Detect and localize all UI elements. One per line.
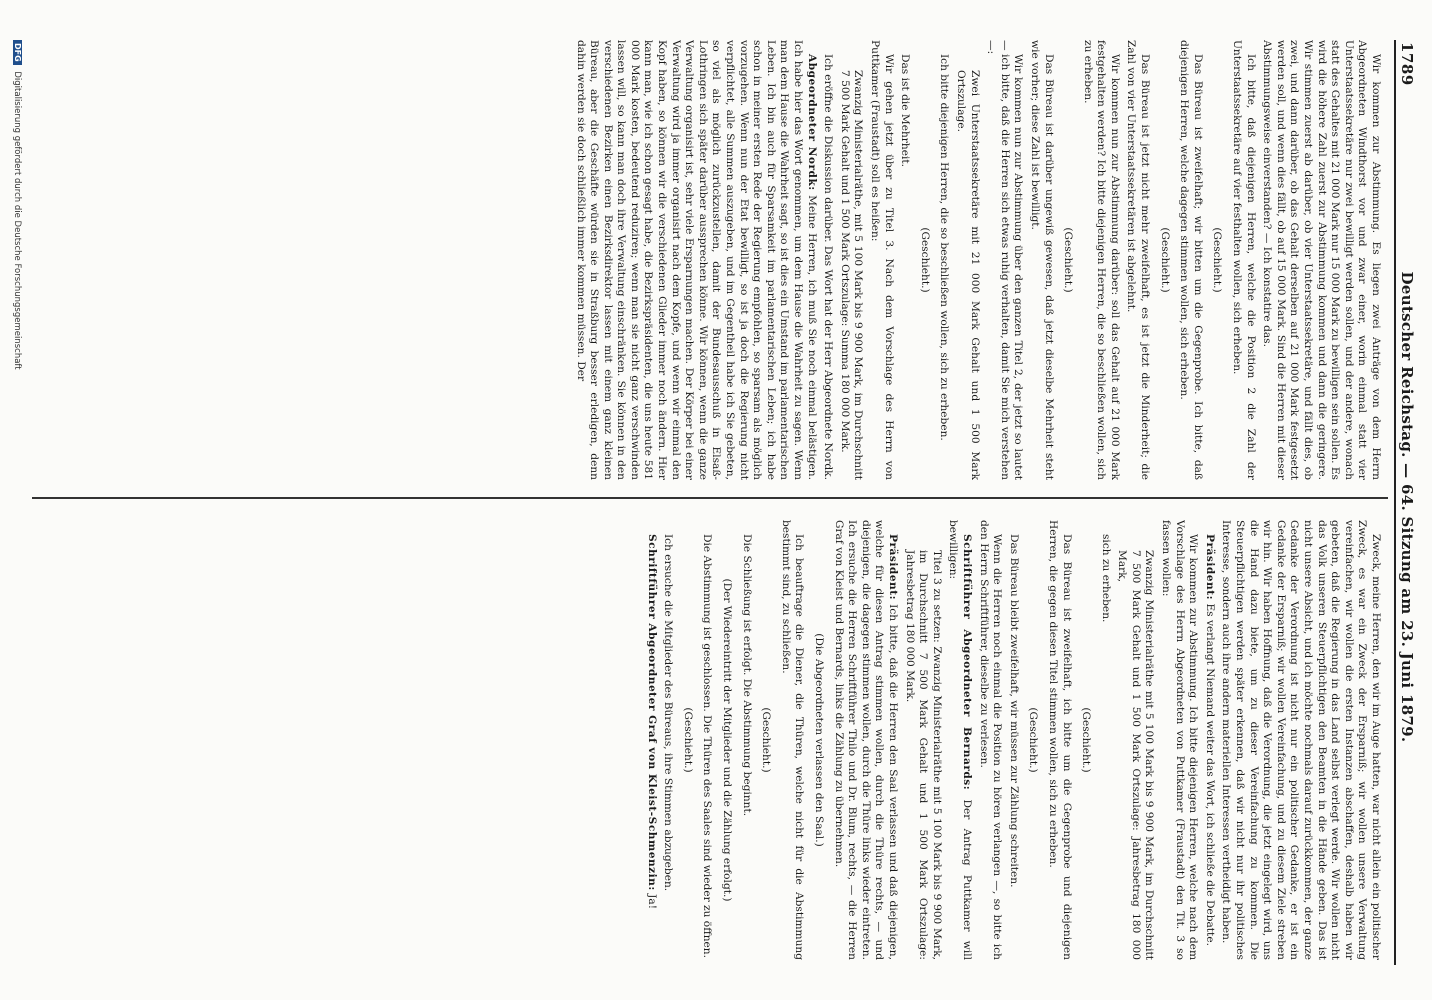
speaker-name: Präsident: <box>1203 534 1216 601</box>
left-column <box>37 40 1382 480</box>
paragraph <box>1080 40 1121 480</box>
paragraph-text: Wir kommen nun zur Abstimmung darüber: soll das Gehalt auf 21 000 Mark festgehalten werden? Ich bitte diejenigen Herren, die so beschließen wollen, sich zu erheben. <box>1081 40 1121 480</box>
paragraph-text: Ich beauftrage die Diener, die Thüren, welche nicht für die Abstimmung bestimmt sind, zu schließen. <box>779 520 806 960</box>
page-header <box>1392 42 1422 972</box>
paragraph-text: (Geschieht.) <box>918 227 931 293</box>
paragraph-text: Das Büreau bleibt zweifelhaft, wir müssen zur Zählung schreiten. <box>1007 534 1020 888</box>
paragraph <box>867 40 894 480</box>
dfg-logo: DFG <box>13 40 22 65</box>
paragraph <box>1202 520 1216 960</box>
digitization-credit <box>4 40 22 970</box>
paragraph <box>1006 520 1020 960</box>
paragraph-text: Die Abstimmung ist geschlossen. Die Thüren des Saales sind wieder zu öffnen. <box>701 534 714 958</box>
paragraph <box>1229 40 1256 480</box>
paragraph <box>573 40 818 480</box>
paragraph-text: Ich bitte, daß die Herren den Saal verlassen und daß diejenigen, welche für diesen Antrag stimmen wollen, durch die Thüre rechts, — und diejenigen, die dagegen stimmen wollen, durch die Thüre links wieder eintreten. Ich ersuche die Herren Schriftführer Thilo und Dr. Blum, rechts, — die Herren Graf von Kleist und Bernards, links die Zählung zu übernehmen. <box>832 520 899 960</box>
paragraph <box>984 40 1025 480</box>
paragraph-text: (Die Abgeordneten verlassen den Saal.) <box>813 633 826 847</box>
paragraph-text: Ich eröffne die Diskussion darüber. Das Wort hat der Herr Abgeordnete Nordk. <box>822 54 835 480</box>
stage-direction <box>917 40 931 480</box>
paragraph-text: Das ist die Mehrheit. <box>899 54 912 167</box>
paragraph-text: Ja! <box>645 894 658 909</box>
speaker-name: Schriftführer Abgeordneter Graf von Kleist-Schmenzin: <box>645 534 658 891</box>
paragraph <box>831 520 899 960</box>
paragraph <box>1027 40 1054 480</box>
paragraph-text: Ich bitte diejenigen Herren, die so beschließen wollen, sich zu erheben. <box>938 54 951 441</box>
paragraph-text: Ich ersuche die Mitglieder des Büreaus, ihre Stimmen abzugeben. <box>662 534 675 892</box>
paragraph-text: (Geschieht.) <box>760 707 773 773</box>
budget-item <box>837 40 864 480</box>
paragraph-text: Zwei Unterstaatssekretäre mit 21 000 Mark Gehalt und 1 500 Mark Ortszulage. <box>954 70 981 480</box>
paragraph <box>644 520 658 960</box>
paragraph-text: sich zu erheben. <box>1099 534 1112 623</box>
paragraph-text: Wir kommen zur Abstimmung. Es liegen zwei Anträge von dem Herrn Abgeordneten Windthorst vor und zwar einer, worin einmal statt vier Unterstaatssekretäre nur zwei bewilligt werden sollen, und der andere, wonach statt des Gehaltes mit 21 000 Mark nur 15 000 Mark zu bewilligen sein sollen. Es wird die höhere Zahl zuerst zur Abstimmung kommen und dann die geringere. Wir stimmen zuerst ab darüber, ob vier Unterstaatssekretäre, und fällt dies, ob zwei, und dann darüber, ob das Gehalt derselben auf 21 000 Mark festgesetzt werden soll, und wenn dies fällt, ob auf 15 000 Mark. Sind die Herren mit dieser Abstimmungsweise einverstanden? — Ich konstatire das. <box>1261 40 1382 480</box>
paragraph-text: (Geschieht.) <box>1080 707 1093 773</box>
stage-direction <box>680 520 694 960</box>
paragraph-text: Die Schließung ist erfolgt. Die Abstimmung beginnt. <box>740 534 753 817</box>
paragraph <box>821 40 835 480</box>
speaker-name: Präsident: <box>887 534 899 601</box>
header-rule <box>1394 40 1396 965</box>
paragraph-text: Das Büreau ist jetzt nicht mehr zweifelhaft, es ist jetzt die Minderheit; die Zahl von vier Unterstaatssekretären ist abgelehnt. <box>1125 40 1152 480</box>
stage-direction <box>1210 40 1224 480</box>
paragraph-text: Wenn die Herren noch einmal die Position zu hören verlangen —, so bitte ich den Herrn Schriftführer, dieselbe zu verlesen. <box>977 520 1004 960</box>
paragraph-text: Der Antrag Puttkamer will bewilligen: <box>947 520 973 960</box>
paragraph-text: (Geschieht.) <box>1062 227 1075 293</box>
paragraph-text: (Geschieht.) <box>681 707 694 773</box>
budget-item <box>902 520 943 960</box>
paragraph <box>1260 40 1382 480</box>
paragraph-text: Es verlangt Niemand weiter das Wort, ich schließe die Debatte. <box>1203 603 1216 946</box>
paragraph <box>739 520 753 960</box>
paragraph-text: (Geschieht.) <box>1027 707 1040 773</box>
paragraph-text: (Geschieht.) <box>1158 227 1171 293</box>
speaker-name: Schriftführer Abgeordneter Bernards: <box>960 534 973 791</box>
paragraph-text: (Der Wiedereintritt der Mitglieder und die Zählung erfolgt.) <box>721 578 734 902</box>
paragraph-text: Das Büreau ist zweifelhaft, ich bitte um die Gegenprobe und diejenigen Herren, die gegen diesen Titel stimmen wollen, sich zu erheben. <box>1046 520 1073 960</box>
page-number: 1789 <box>1398 42 1416 86</box>
paragraph <box>1124 40 1151 480</box>
credit-text: Digitalisierung gefördert durch die Deutsche Forschungsgemeinschaft <box>12 71 22 370</box>
paragraph-text: Das Büreau ist zweifelhaft; wir bitten um die Gegenprobe. Ich bitte, daß diejenigen Herren, welche dagegen stimmen wollen, sich erheben. <box>1178 40 1204 480</box>
stage-direction <box>759 520 773 960</box>
paragraph <box>937 40 951 480</box>
paragraph <box>700 520 714 960</box>
paragraph <box>1159 520 1200 960</box>
paragraph <box>1098 520 1112 960</box>
paragraph-text: Zweck, meine Herren, den wir im Auge hatten, war nicht allein ein politischer Zweck, es war ein Zweck der Ersparniß; wir wollen unsere Verwaltung vereinfachen, wir wollen die ersten Instanzen abschaffen, deshalb haben wir gebeten, daß die Regierung in das Land selbst verlegt werde. Wir wollen nicht das Volk unseren Steuerpflichtigen den Beamten in die Hände geben. Das ist nicht unsere Absicht, und ich möchte nochmals darauf zurückkommen, der ganze Gedanke der Verordnung ist nicht nur ein politischer Gedanke, er ist ein Gedanke der Ersparniß; wir wollen Vereinfachung, und zu diesem Ziele streben wir hin. Wir haben Hoffnung, daß die Verordnung, die jetzt eingelegt wird, uns die Hand dazu biete, um zu dieser Vereinfachung zu kommen. Die Steuerpflichtigen werden später erkennen, daß wir nicht nur ihr politisches Interesse, sondern auch ihre andern materiellen Interessen vertheidigt haben. <box>1220 520 1382 960</box>
budget-item <box>1115 520 1156 960</box>
paragraph-text: Wir kommen zur Abstimmung. Ich bitte diejenigen Herren, welche nach dem Vorschlage des Herrn Abgeordneten von Puttkamer (Fraustadt) den Tit. 3 so fassen wollen: <box>1160 520 1200 960</box>
stage-direction <box>719 520 733 960</box>
stage-direction <box>1079 520 1093 960</box>
budget-item <box>953 40 980 480</box>
paragraph <box>946 520 973 960</box>
paragraph <box>976 520 1003 960</box>
paragraph <box>1045 520 1072 960</box>
speaker-name: Abgeordneter Nordk: <box>805 54 818 191</box>
right-column <box>37 520 1382 960</box>
paragraph <box>1177 40 1204 480</box>
paragraph <box>1219 520 1382 960</box>
stage-direction <box>1061 40 1075 480</box>
paragraph <box>898 40 912 480</box>
paragraph-text: Zwanzig Ministerialräthe, mit 5 100 Mark bis 9 900 Mark, im Durchschnitt 7 500 Mark Gehalt und 1 500 Mark Ortszulage: Summa 180 000 Mark. <box>838 70 865 480</box>
stage-direction <box>1026 520 1040 960</box>
paragraph-text: (Geschieht.) <box>1211 227 1224 293</box>
paragraph-text: Meine Herren, ich muß Sie noch einmal belästigen. Ich habe hier das Wort genommen, um dem Hause die Wahrheit zu sagen. Wenn man dem Hause die Wahrheit sagt, so ist dies ein Umstand im parlamentarischen Leben. Ich bin auch für Sparsamkeit im parlamentarischen Leben; ich habe schon in meiner ersten Rede der Regierung empfohlen, so sparsam als möglich vorzugehen. Wenn nun der Etat bewilligt, so ist ja doch die Regierung nicht verpflichtet, alle Summen auszugeben, und im Gegentheil habe ich Sie gebeten, so viel als möglich zurückzustellen, damit der Bundesausschuß in Elsaß-Lothringen sich später darüber aussprechen könne. Wir können, wenn die ganze Verwaltung organisirt ist, sehr viele Ersparnungen machen. Der Körper bei einer Verwaltung wird ja immer organisirt nach dem Kopfe, und wenn wir einmal den Kopf haben, so können wir die verschiedenen Glieder immer noch ändern. Hier kann man, wie ich schon gesagt habe, die Bezirkspräsidenten, die uns heute 581 000 Mark kosten, bedeutend reduziren; wenn man sie nicht ganz verschwinden lassen will, so kann man doch ihre Verwaltung einschränken. Sie können in den verschiedenen Bezirken einen Bezirksdirektor lassen mit einem ganz kleinen Büreau, aber die Geschäfte würden sie in Straßburg besser erledigen, denn dahin werden sie doch schließlich immer kommen müssen. Der <box>574 40 818 480</box>
paragraph-text: Titel 3 zu setzen: Zwanzig Ministerialräthe mit 5 100 Mark bis 9 900 Mark, im Durchschnitt 7 500 Mark Gehalt und 1 500 Mark Ortszulage: Jahresbetrag 180 000 Mark. <box>903 550 943 960</box>
paragraph-text: Wir gehen jetzt über zu Titel 3. Nach dem Vorschlage des Herrn von Puttkamer (Fraustadt) soll es heißen: <box>869 40 895 480</box>
paragraph <box>778 520 805 960</box>
stage-direction <box>811 520 825 960</box>
column-divider <box>32 497 1388 499</box>
running-title: Deutscher Reichstag. — 64. Sitzung am 23. Juni 1879. <box>1398 271 1416 743</box>
paragraph-text: Ich bitte, daß diejenigen Herren, welche die Position 2 die Zahl der Unterstaatssekretäre auf vier festhalten wollen, sich erheben. <box>1231 40 1257 480</box>
paragraph <box>661 520 675 960</box>
stage-direction <box>1157 40 1171 480</box>
paragraph-text: Wir kommen nun zur Abstimmung über den ganzen Titel 2, der jetzt so lautet — ich bitte, daß die Herren sich etwas ruhig verhalten, damit Sie mich verstehen —: <box>985 40 1025 480</box>
paragraph-text: Das Büreau ist darüber ungewiß gewesen, daß jetzt dieselbe Mehrheit steht wie vorher; diese Zahl ist bewilligt. <box>1028 40 1055 480</box>
paragraph-text: Zwanzig Ministerialräthe mit 5 100 Mark bis 9 900 Mark, im Durchschnitt 7 500 Mark Gehalt und 1 500 Mark Ortszulage: Jahresbetrag 180 000 Mark, <box>1116 550 1156 960</box>
